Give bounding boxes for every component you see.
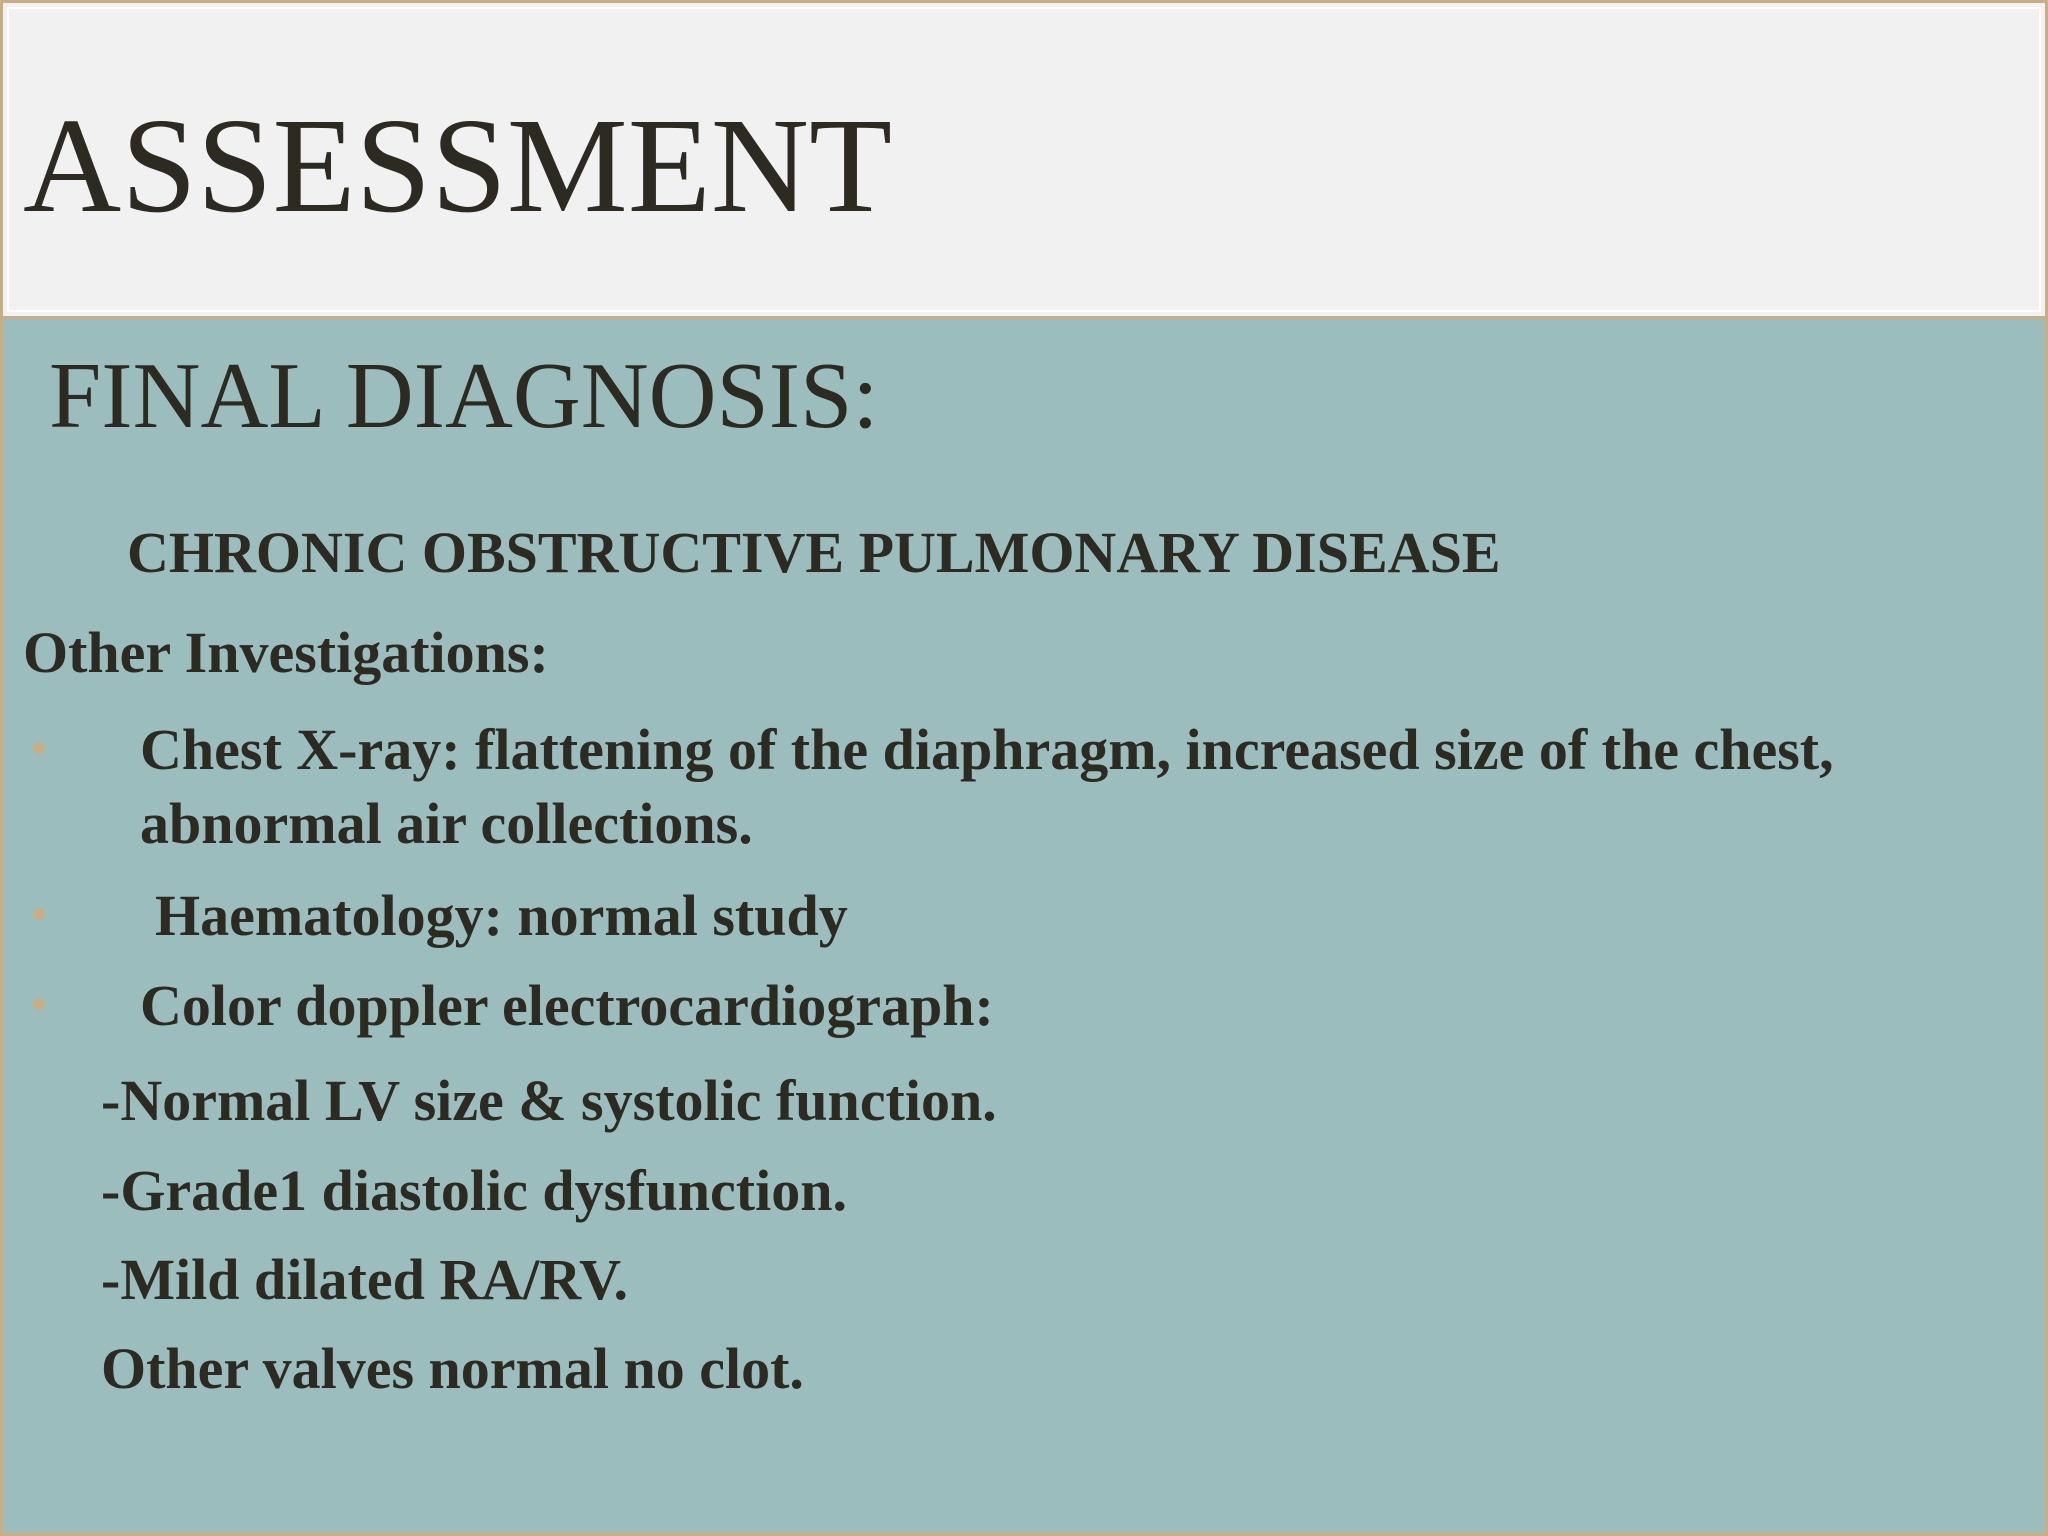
final-diagnosis-heading: FINAL DIAGNOSIS: bbox=[49, 344, 879, 448]
bullet-icon: • bbox=[27, 727, 51, 773]
list-item-text: Color doppler electrocardiograph: bbox=[140, 973, 994, 1038]
slide-body bbox=[3, 319, 2045, 1536]
echo-finding: -Mild dilated RA/RV. bbox=[101, 1247, 628, 1312]
echo-finding: -Grade1 diastolic dysfunction. bbox=[101, 1158, 847, 1223]
other-investigations-heading: Other Investigations: bbox=[23, 620, 549, 685]
diagnosis-text: CHRONIC OBSTRUCTIVE PULMONARY DISEASE bbox=[127, 520, 1501, 585]
list-item-text: Haematology: normal study bbox=[155, 883, 848, 948]
bullet-icon: • bbox=[27, 893, 51, 939]
slide-header bbox=[3, 3, 2045, 319]
bullet-icon: • bbox=[27, 983, 51, 1029]
echo-finding: -Normal LV size & systolic function. bbox=[101, 1068, 997, 1133]
slide-title: ASSESSMENT bbox=[23, 91, 893, 241]
echo-finding: Other valves normal no clot. bbox=[101, 1336, 804, 1401]
list-item-text: Chest X-ray: flattening of the diaphragm, increased size of the chest, abnormal air collections. bbox=[140, 717, 1834, 856]
